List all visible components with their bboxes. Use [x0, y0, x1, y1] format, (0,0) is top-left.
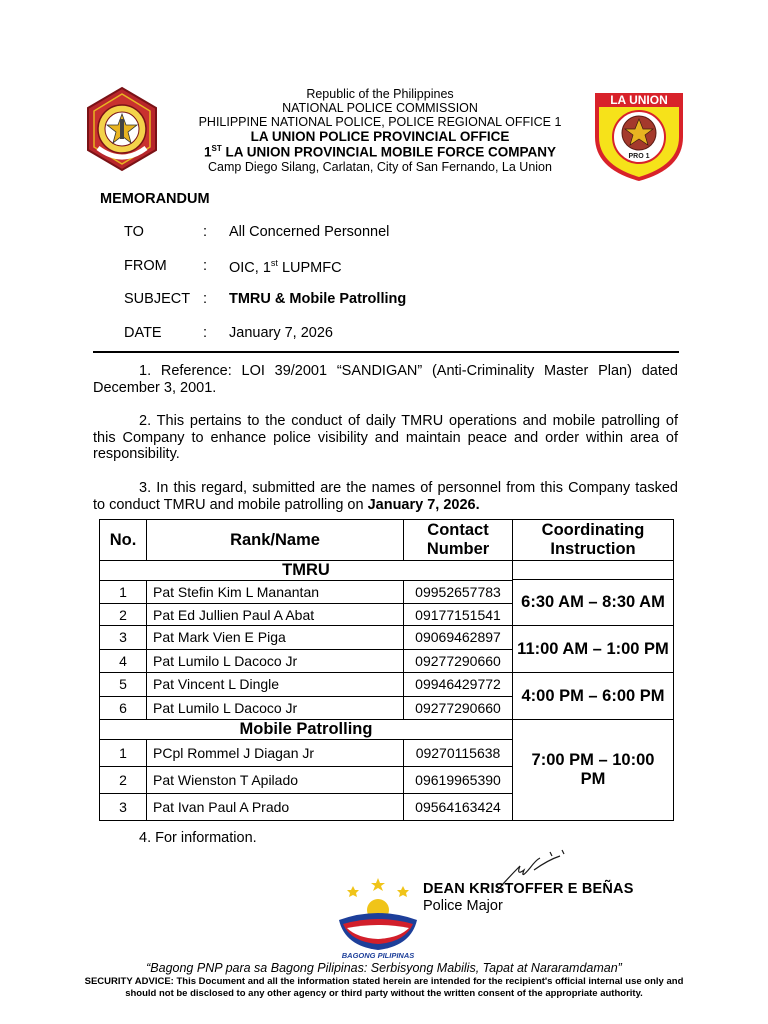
from-label: FROM	[124, 258, 167, 274]
header-pnp-pro1: PHILIPPINE NATIONAL POLICE, POLICE REGIONAL OFFICE 1	[198, 115, 562, 129]
section-row-mobile-patrolling	[100, 720, 674, 740]
coord-time-1: 6:30 AM – 8:30 AM	[513, 579, 673, 625]
header-divider	[93, 351, 679, 353]
paragraph-2: 2. This pertains to the conduct of daily TMRU operations and mobile patrolling of this Company to enhance police visibility and maintain peace and order within area of responsibility.	[93, 413, 678, 462]
header-contact: Contact Number	[404, 520, 513, 561]
header-no: No.	[100, 520, 147, 561]
coord-cell-tmru	[513, 561, 674, 720]
row-name: Pat Stefin Kim L Manantan	[147, 581, 404, 603]
row-no: 5	[100, 673, 147, 696]
bagong-pilipinas-logo	[333, 876, 423, 960]
date-colon: :	[203, 325, 208, 341]
row-no: 3	[100, 626, 147, 649]
row-contact: 09946429772	[404, 673, 513, 696]
to-colon: :	[203, 224, 208, 240]
row-name: Pat Mark Vien E Piga	[147, 626, 404, 649]
paragraph-3: 3. In this regard, submitted are the names of personnel from this Company tasked to conduct TMRU and mobile patrolling on January 7, 2026.	[93, 480, 678, 513]
row-contact: 09069462897	[404, 626, 513, 649]
row-contact: 09277290660	[404, 649, 513, 672]
row-contact: 09564163424	[404, 794, 513, 821]
signatory-name: DEAN KRISTOFFER E BEÑAS	[423, 881, 634, 897]
header-coord: Coordinating Instruction	[513, 520, 674, 561]
memo-title: MEMORANDUM	[100, 191, 210, 207]
subject-value: TMRU & Mobile Patrolling	[229, 291, 407, 307]
subject-label: SUBJECT	[124, 291, 191, 307]
coord-time-2: 11:00 AM – 1:00 PM	[513, 625, 673, 672]
row-no: 2	[100, 603, 147, 625]
row-name: Pat Lumilo L Dacoco Jr	[147, 696, 404, 719]
header-address: Camp Diego Silang, Carlatan, City of San Fernando, La Union	[208, 160, 552, 174]
row-no: 6	[100, 696, 147, 719]
row-name: Pat Ed Jullien Paul A Abat	[147, 603, 404, 625]
bagong-pilipinas-caption: BAGONG PILIPINAS	[341, 951, 415, 960]
row-contact: 09277290660	[404, 696, 513, 719]
header-republic: Republic of the Philippines	[306, 87, 454, 101]
paragraph-4: 4. For information.	[139, 830, 257, 846]
row-no: 2	[100, 767, 147, 794]
subject-colon: :	[203, 291, 208, 307]
header-napolcom: NATIONAL POLICE COMMISSION	[282, 101, 478, 115]
to-label: TO	[124, 224, 144, 240]
header-lu-ppo: LA UNION POLICE PROVINCIAL OFFICE	[250, 129, 510, 144]
row-contact: 09619965390	[404, 767, 513, 794]
row-name: Pat Ivan Paul A Prado	[147, 794, 404, 821]
to-value: All Concerned Personnel	[229, 224, 390, 240]
security-advice: SECURITY ADVICE: This Document and all the information stated herein are intended for the recipient's official internal use only and should not be disclosed to any other agency or third party without the written consent of the appropriate authority.	[84, 976, 684, 999]
from-value: OIC, 1st LUPMFC	[229, 258, 342, 276]
section-row-tmru	[100, 561, 674, 581]
footer-motto: “Bagong PNP para sa Bagong Pilipinas: Serbisyong Mabilis, Tapat at Nararamdaman”	[146, 961, 622, 975]
date-value: January 7, 2026	[229, 325, 333, 341]
la-union-ppo-logo	[591, 91, 687, 183]
pnp-seal-logo	[84, 86, 160, 172]
row-contact: 09177151541	[404, 603, 513, 625]
coord-time-4: 7:00 PM – 10:00 PM	[513, 720, 674, 821]
section-label-mobile-patrolling: Mobile Patrolling	[100, 720, 513, 740]
row-name: Pat Lumilo L Dacoco Jr	[147, 649, 404, 672]
row-no: 1	[100, 740, 147, 767]
header-lupmfc: 1ST LA UNION PROVINCIAL MOBILE FORCE COMPANY	[203, 144, 556, 160]
table-header-row	[100, 520, 674, 561]
row-contact: 09952657783	[404, 581, 513, 603]
from-colon: :	[203, 258, 208, 274]
row-contact: 09270115638	[404, 740, 513, 767]
row-no: 4	[100, 649, 147, 672]
paragraph-1: 1. Reference: LOI 39/2001 “SANDIGAN” (Anti-Criminality Master Plan) dated December 3, 2001.	[93, 363, 678, 396]
date-label: DATE	[124, 325, 162, 341]
la-union-banner-text: LA UNION	[610, 93, 668, 107]
row-no: 3	[100, 794, 147, 821]
row-no: 1	[100, 581, 147, 603]
signatory-rank: Police Major	[423, 898, 503, 914]
header-rank-name: Rank/Name	[147, 520, 404, 561]
pro1-text: PRO 1	[628, 153, 650, 160]
row-name: Pat Wienston T Apilado	[147, 767, 404, 794]
section-label-tmru: TMRU	[100, 561, 513, 581]
personnel-table	[99, 519, 674, 821]
coord-time-3: 4:00 PM – 6:00 PM	[513, 672, 673, 719]
row-name: Pat Vincent L Dingle	[147, 673, 404, 696]
row-name: PCpl Rommel J Diagan Jr	[147, 740, 404, 767]
